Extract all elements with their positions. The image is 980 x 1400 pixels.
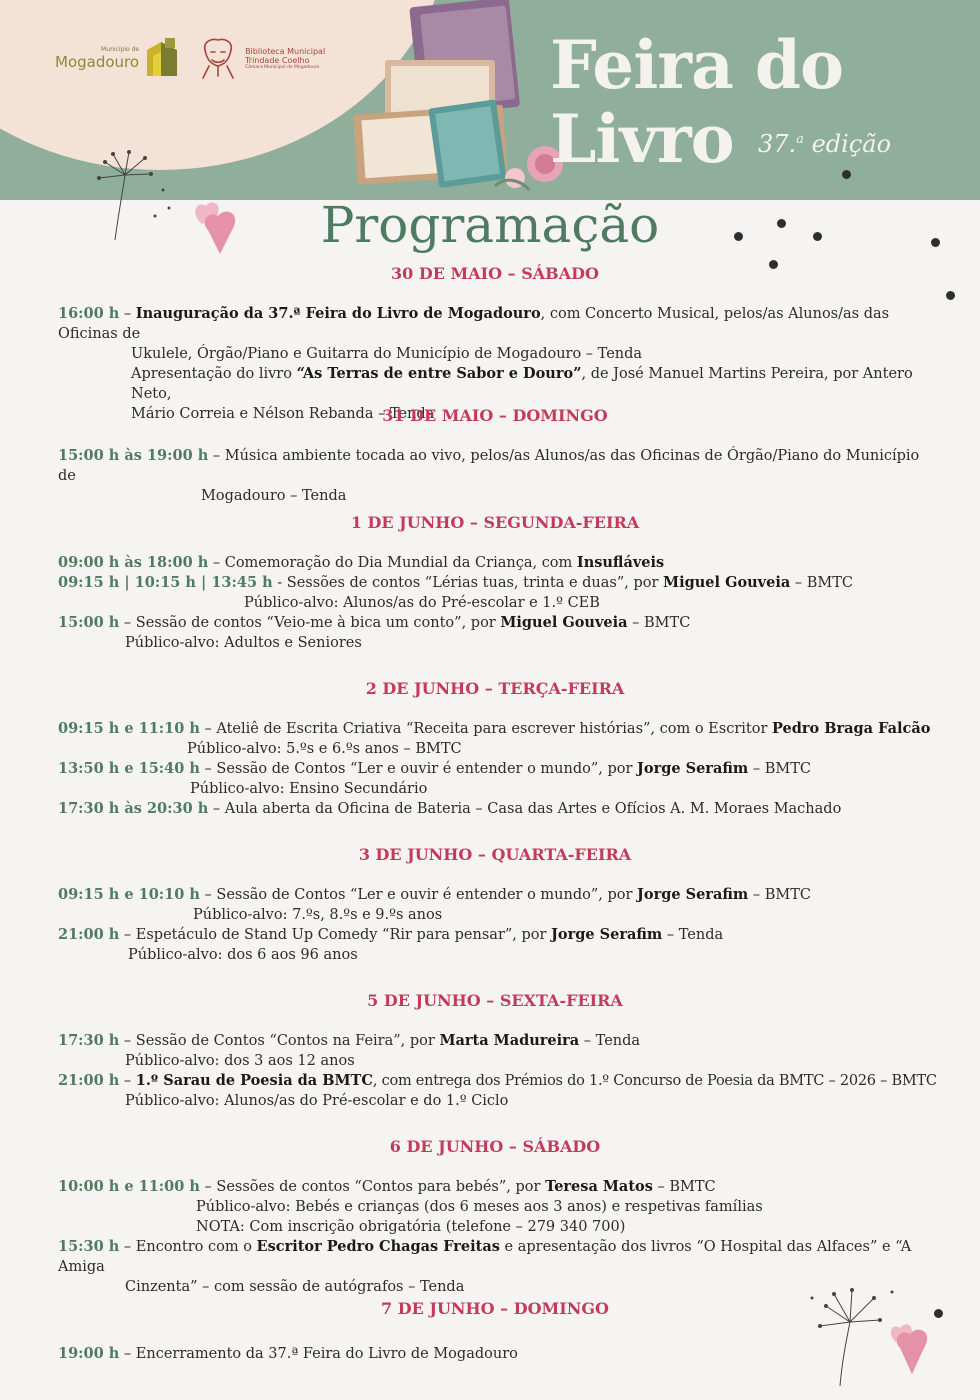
trindade-coelho-portrait-icon <box>197 36 239 80</box>
day-heading-6-junho: 6 DE JUNHO – SÁBADO <box>389 1137 601 1156</box>
event-time: 21:00 h <box>58 1072 120 1089</box>
edition-number: 37. <box>758 130 797 158</box>
edition-sup: a <box>796 132 804 147</box>
day-heading-1-junho: 1 DE JUNHO – SEGUNDA-FEIRA <box>350 513 640 532</box>
event-entry: 21:00 h – 1.º Sarau de Poesia da BMTC, com entrega dos Prémios do 1.º Concurso de Poesia da BMTC – 2026 – BMTC Público-alvo: Alunos/as do Pré-escolar e do 1.º Ciclo <box>58 1072 937 1109</box>
event-entry: 15:00 h – Sessão de contos “Veio-me à bica um conto”, por Miguel Gouveia – BMTC Público-alvo: Adultos e Seniores <box>58 614 691 651</box>
event-time: 19:00 h <box>58 1345 120 1362</box>
event-entry: 21:00 h – Espetáculo de Stand Up Comedy “Rir para pensar”, por Jorge Serafim – Tenda Público-alvo: dos 6 aos 96 anos <box>58 926 724 963</box>
title-line1: Feira do <box>550 26 843 104</box>
decor-dot <box>934 1309 943 1318</box>
event-time: 09:15 h e 10:10 h <box>58 886 200 903</box>
biblioteca-line1: Biblioteca Municipal <box>245 46 326 56</box>
day-heading-31-maio: 31 DE MAIO – DOMINGO <box>382 406 608 425</box>
edition-label <box>758 130 891 158</box>
event-time: 15:00 h <box>58 614 120 631</box>
biblioteca-line2: Trindade Coelho <box>245 55 310 65</box>
event-entry: 09:15 h e 10:10 h – Sessão de Contos “Ler e ouvir é entender o mundo”, por Jorge Serafim – BMTC Público-alvo: 7.ºs, 8.ºs e 9.ºs anos <box>58 886 811 923</box>
day-heading-5-junho: 5 DE JUNHO – SEXTA-FEIRA <box>367 991 623 1010</box>
event-time: 17:30 h às 20:30 h <box>58 800 209 817</box>
event-time: 13:50 h e 15:40 h <box>58 760 200 777</box>
biblioteca-logo <box>197 36 325 80</box>
title-line2: Livro <box>550 100 734 178</box>
event-entry: 09:15 h e 11:10 h – Ateliê de Escrita Criativa “Receita para escrever histórias”, com o Escritor Pedro Braga Falcão Público-alvo: 5.ºs e 6.ºs anos – BMTC <box>58 720 931 757</box>
event-time: 16:00 h <box>58 305 120 322</box>
event-time: 15:00 h às 19:00 h <box>58 447 209 464</box>
decor-dot <box>946 291 955 300</box>
day-heading-30-maio: 30 DE MAIO – SÁBADO <box>391 264 599 283</box>
event-entry: 15:00 h às 19:00 h – Música ambiente tocada ao vivo, pelos/as Alunos/as das Oficinas de Órgão/Piano do Município de Mogadouro – Tenda <box>58 447 920 504</box>
event-time: 10:00 h e 11:00 h <box>58 1178 200 1195</box>
edition-word: edição <box>811 130 892 158</box>
event-time: 17:30 h <box>58 1032 120 1049</box>
event-entry: 17:30 h às 20:30 h – Aula aberta da Oficina de Bateria – Casa das Artes e Ofícios A. M. Moraes Machado <box>58 800 842 817</box>
day-heading-7-junho: 7 DE JUNHO – DOMINGO <box>381 1299 609 1318</box>
event-entry: 15:30 h – Encontro com o Escritor Pedro Chagas Freitas e apresentação dos livros “O Hospital das Alfaces” e “A Amiga Cinzenta” – com sessão de autógrafos – Tenda <box>58 1238 912 1295</box>
day-heading-2-junho: 2 DE JUNHO – TERÇA-FEIRA <box>365 679 625 698</box>
event-time: 21:00 h <box>58 926 120 943</box>
municipio-name: Mogadouro <box>55 52 140 71</box>
event-entry: 19:00 h – Encerramento da 37.ª Feira do Livro de Mogadouro <box>58 1345 518 1362</box>
event-time: 09:15 h e 11:10 h <box>58 720 200 737</box>
municipio-small: Município de <box>101 45 140 53</box>
event-entry: 13:50 h e 15:40 h – Sessão de Contos “Ler e ouvir é entender o mundo”, por Jorge Serafim – BMTC Público-alvo: Ensino Secundário <box>58 760 811 797</box>
event-entry: 10:00 h e 11:00 h – Sessões de contos “Contos para bebés”, por Teresa Matos – BMTC Público-alvo: Bebés e crianças (dos 6 meses aos 3 anos) e respetivas famílias NOTA: Com inscrição obrigatória (telefone – 279 340 700) <box>58 1178 763 1235</box>
biblioteca-line3: Câmara Municipal de Mogadouro <box>245 64 320 70</box>
logos <box>55 36 325 80</box>
event-time: 09:00 h às 18:00 h <box>58 554 209 571</box>
event-entry: 17:30 h – Sessão de Contos “Contos na Feira”, por Marta Madureira – Tenda Público-alvo: dos 3 aos 12 anos <box>58 1032 641 1069</box>
municipio-emblem-icon <box>145 36 179 80</box>
books-illustration <box>345 0 575 200</box>
event-entry: 09:15 h | 10:15 h | 13:45 h - Sessões de contos “Lérias tuas, trinta e duas”, por Miguel Gouveia – BMTC Público-alvo: Alunos/as do Pré-escolar e 1.º CEB <box>58 574 853 611</box>
program-title: Programação <box>320 196 660 254</box>
event-entry: 16:00 h – Inauguração da 37.ª Feira do Livro de Mogadouro, com Concerto Musical, pelos/as Alunos/as das Oficinas de Ukulele, Órgão/Piano e Guitarra do Município de Mogadouro – Tenda Apresentação do livro “As Terras de entre Sabor e Douro”, de José Manuel Martins Pereira, por Antero Neto, Mário Correia e Nélson Rebanda – Tenda <box>58 305 913 422</box>
event-time: 09:15 h | 10:15 h | 13:45 h <box>58 574 273 591</box>
municipio-logo <box>55 36 179 80</box>
day-heading-3-junho: 3 DE JUNHO – QUARTA-FEIRA <box>358 845 632 864</box>
hearts-bottom-icon <box>882 1318 938 1378</box>
event-entry: 09:00 h às 18:00 h – Comemoração do Dia Mundial da Criança, com Insufláveis <box>58 554 665 571</box>
event-time: 15:30 h <box>58 1238 120 1255</box>
decor-dot <box>842 170 851 179</box>
